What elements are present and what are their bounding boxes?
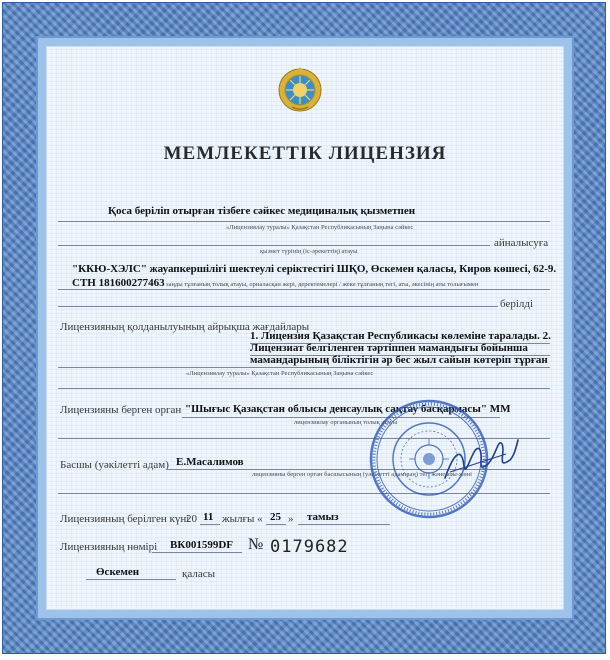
state-emblem-icon — [278, 67, 322, 113]
suffix-ainalysuga: айналысуға — [494, 237, 549, 249]
head-label: Басшы (уәкілетті адам) — [60, 459, 169, 471]
date-year: 11 — [203, 511, 214, 523]
date-month: тамыз — [307, 511, 339, 523]
date-day-underline — [266, 524, 286, 525]
conditions-label: Лицензияның қолданылуының айрықша жағдайлары — [60, 321, 310, 333]
date-mid: жылғы « — [222, 513, 263, 525]
city-suffix: қаласы — [182, 568, 215, 580]
conditions-line-1: 1. Лицензия Қазақстан Республикасы көлеміне таралады. 2. — [250, 330, 551, 342]
head-value: Е.Масалимов — [176, 456, 244, 468]
handwritten-signature — [440, 430, 520, 490]
page-title: МЕМЛЕКЕТТІК ЛИЦЕНЗИЯ — [163, 143, 447, 164]
activity-underline — [58, 221, 550, 222]
conditions-underline-3 — [58, 367, 550, 368]
caption-law: «Лицензиялау туралы» Қазақстан Республикасының Заңына сәйкес — [226, 224, 414, 231]
caption-head: лицензияны берген орган басшысының (уәкілетті адамның) тегі және аты-жөні — [252, 471, 472, 478]
city-value: Өскемен — [96, 566, 140, 578]
number-sign: № — [248, 536, 264, 553]
number-label: Лицензияның нөмірі — [60, 541, 158, 553]
licensee-underline — [58, 289, 550, 290]
date-prefix: 20 — [186, 513, 197, 525]
date-close: » — [288, 513, 294, 525]
suffix-berildi: берілді — [500, 298, 534, 310]
date-label: Лицензияның берілген күні — [60, 513, 190, 525]
berildi-line — [58, 306, 498, 307]
date-day: 25 — [270, 511, 281, 523]
caption-issuer: лицензиялау органының толық атауы — [294, 419, 398, 426]
conditions-line-2: Лицензиат белгіленген тәртіппен мамандығы бойынша — [250, 342, 528, 354]
caption-activity-type: қызмет түрінің (іс-әрекеттің) атауы — [260, 248, 358, 255]
issuer-label: Лицензияны берген орган — [60, 404, 182, 416]
licensee-stn: СТН 181600277463 — [72, 277, 165, 289]
conditions-line-3: мамандарының біліктігін әр бес жыл сайын көтеріп тұрған — [250, 354, 548, 366]
activity-text: Қоса беріліп отырған тізбеге сәйкес медициналық қызметпен — [108, 205, 416, 217]
issuer-value: "Шығыс Қазақстан облысы денсаулық сақтау басқармасы" ММ — [185, 403, 511, 415]
caption-conditions: «Лицензиялау туралы» Қазақстан Республикасының Заңына сәйкес — [186, 370, 374, 377]
number-underline — [152, 552, 242, 553]
number-value: ВК001599DF — [170, 539, 233, 551]
date-year-underline — [200, 524, 220, 525]
activity-type-line — [58, 245, 490, 246]
licensee-text: "ККЮ-ХЭЛС" жауапкершілігі шектеулі серіктестігі ШҚО, Өскемен қаласы, Киров көшесі, 62-9. — [72, 263, 557, 275]
serial-number: 0179682 — [270, 537, 349, 557]
city-underline — [86, 579, 176, 580]
conditions-underline-4 — [58, 388, 550, 389]
caption-licensee: заңды тұлғаның толық атауы, орналасқан жері, деректемелері / жеке тұлғаның тегі, аты, әкесінің аты толығымен — [166, 281, 479, 288]
date-month-underline — [298, 524, 390, 525]
